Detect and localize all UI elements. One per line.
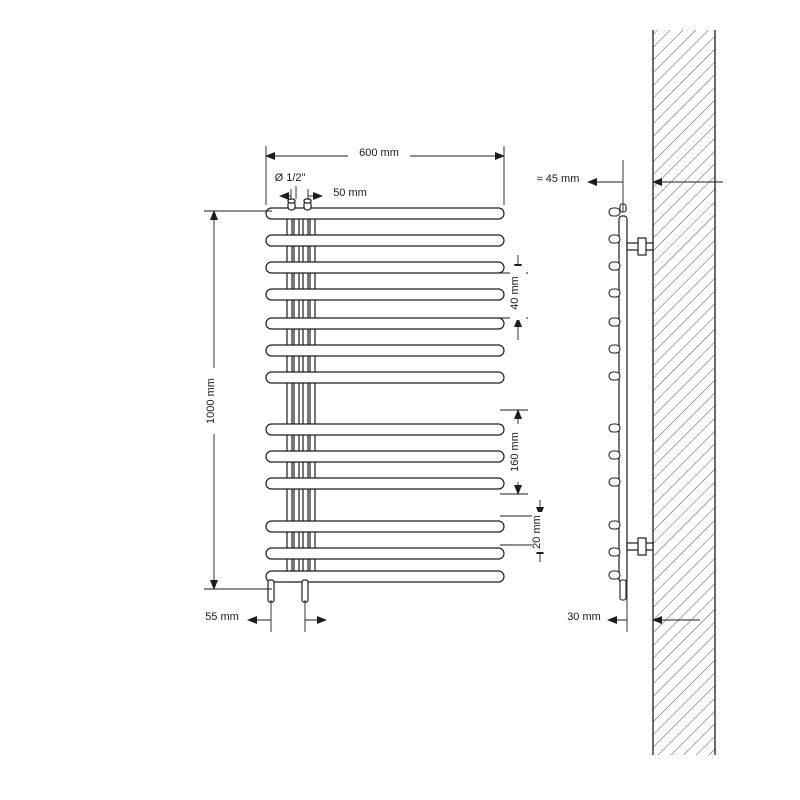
towel-bar xyxy=(266,478,504,489)
dimension-depth-45-label: ≈ 45 mm xyxy=(536,173,580,185)
towel-bar xyxy=(266,372,504,383)
front-view xyxy=(204,146,548,632)
towel-bar xyxy=(266,424,504,435)
side-bar-ends xyxy=(609,208,620,579)
dimension-offset-55-label: 55 mm xyxy=(205,611,239,623)
dimension-height-label: 1000 mm xyxy=(205,378,217,424)
towel-bar xyxy=(266,318,504,329)
towel-bar xyxy=(266,571,504,582)
towel-bar xyxy=(266,521,504,532)
dimension-connection-spacing xyxy=(280,187,367,200)
towel-bars xyxy=(266,208,504,582)
dimension-gap-20 xyxy=(500,500,548,562)
towel-bar xyxy=(266,235,504,246)
wall-section xyxy=(653,30,715,755)
dimension-width-label: 600 mm xyxy=(359,147,399,159)
wall-brackets xyxy=(627,238,653,555)
dimension-gap-20-label: 20 mm xyxy=(531,515,543,549)
dimension-diameter-label: Ø 1/2" xyxy=(274,172,306,184)
towel-bar xyxy=(266,262,504,273)
side-bottom-outlet xyxy=(620,580,626,600)
towel-bar xyxy=(266,208,504,219)
bottom-outlets xyxy=(268,580,308,602)
dimension-depth-30-label: 30 mm xyxy=(567,611,601,623)
side-view xyxy=(537,30,723,755)
dimension-gap-160-label: 160 mm xyxy=(509,432,521,472)
dimension-height xyxy=(204,211,272,589)
towel-bar xyxy=(266,345,504,356)
dimension-spacing-label: 50 mm xyxy=(333,187,367,199)
dimension-gap-40-label: 40 mm xyxy=(509,276,521,310)
towel-bar xyxy=(266,451,504,462)
dimension-offset-55 xyxy=(205,600,326,632)
side-profile-tube xyxy=(619,216,627,582)
dimension-connection-diameter xyxy=(275,172,306,199)
towel-bar xyxy=(266,548,504,559)
towel-bar xyxy=(266,289,504,300)
